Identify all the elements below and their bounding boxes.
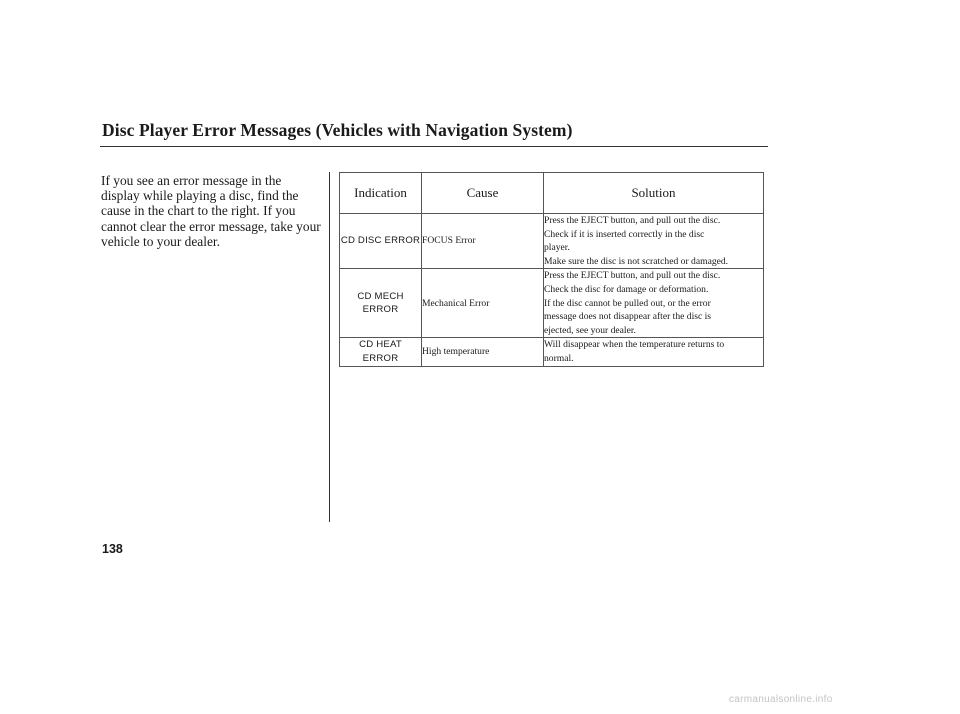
solution-line: Press the EJECT button, and pull out the disc. bbox=[544, 270, 721, 282]
solution-line: Check if it is inserted correctly in the disc bbox=[544, 228, 705, 240]
cause-cell: High temperature bbox=[422, 338, 544, 366]
solution-line: Will disappear when the temperature returns to bbox=[544, 339, 725, 351]
solution-line: player. bbox=[544, 242, 570, 254]
header-solution: Solution bbox=[544, 173, 764, 214]
table-row bbox=[340, 338, 764, 366]
title-rule bbox=[100, 146, 768, 147]
table-row bbox=[340, 269, 764, 338]
table-header-row bbox=[340, 173, 764, 214]
solution-cell bbox=[544, 214, 764, 269]
indication-cell: CD MECH ERROR bbox=[340, 269, 422, 338]
solution-line: message does not disappear after the disc is bbox=[544, 311, 712, 323]
solution-cell bbox=[544, 269, 764, 338]
solution-line: Press the EJECT button, and pull out the disc. bbox=[544, 215, 721, 226]
column-divider bbox=[329, 172, 330, 522]
solution-line: If the disc cannot be pulled out, or the error bbox=[544, 297, 711, 309]
cause-cell: FOCUS Error bbox=[422, 214, 544, 269]
indication-cell: CD DISC ERROR bbox=[340, 214, 422, 269]
error-message-table bbox=[339, 172, 764, 367]
page-number: 138 bbox=[102, 542, 123, 556]
watermark: carmanualsonline.info bbox=[729, 694, 833, 705]
solution-line: Make sure the disc is not scratched or damaged. bbox=[544, 255, 729, 267]
table-row bbox=[340, 214, 764, 269]
header-indication: Indication bbox=[340, 173, 422, 214]
solution-line: Check the disc for damage or deformation. bbox=[544, 283, 709, 295]
solution-line: ejected, see your dealer. bbox=[544, 324, 636, 336]
intro-paragraph: If you see an error message in the display while playing a disc, find the cause in the chart to the right. If you cannot clear the error message, take your vehicle to your dealer. bbox=[101, 173, 321, 249]
solution-line: normal. bbox=[544, 352, 574, 364]
page-title: Disc Player Error Messages (Vehicles with Navigation System) bbox=[102, 120, 573, 140]
solution-cell bbox=[544, 338, 764, 366]
indication-cell: CD HEAT ERROR bbox=[340, 338, 422, 366]
cause-cell: Mechanical Error bbox=[422, 269, 544, 338]
header-cause: Cause bbox=[422, 173, 544, 214]
